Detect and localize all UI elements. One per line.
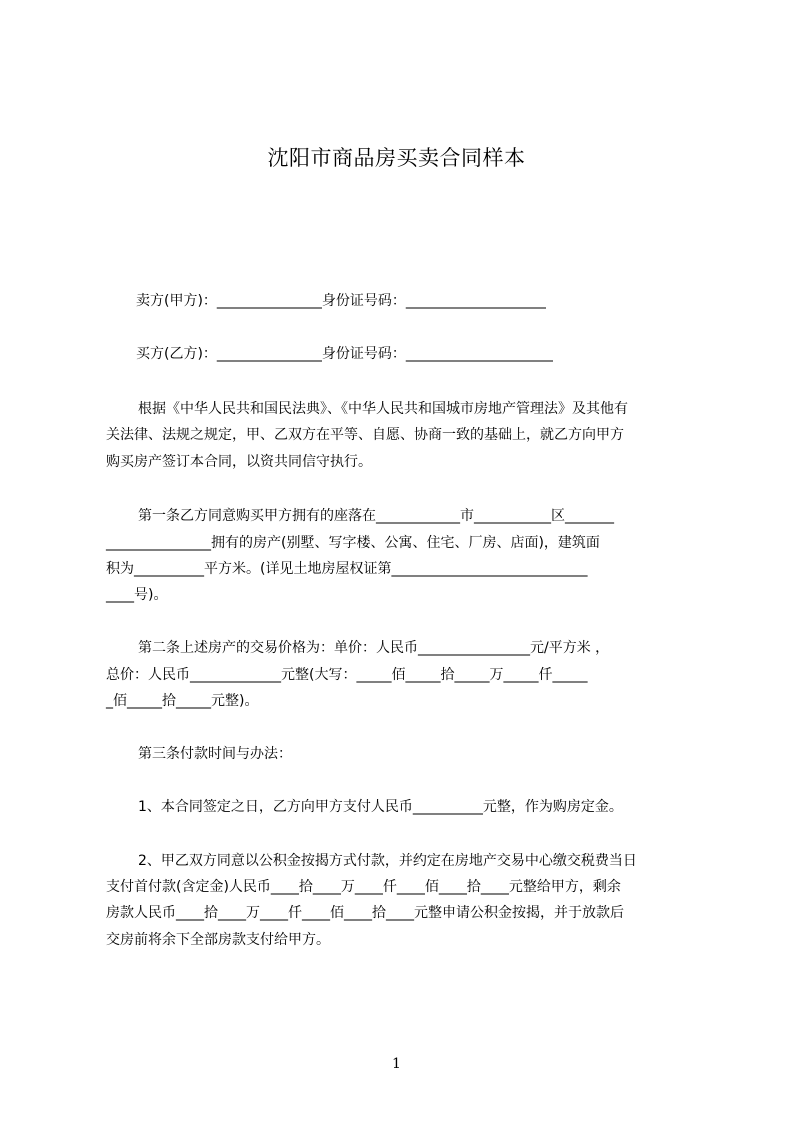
page-number: 1 xyxy=(392,1056,401,1072)
article3-heading: 第三条付款时间与办法： xyxy=(138,746,292,762)
article3-item2-line-1: 2、甲乙双方同意以公积金按揭方式付款，并约定在房地产交易中心缴交税费当日 xyxy=(138,853,637,869)
buyer-line: 买方(乙方)：_______________身份证号码：_____________________ xyxy=(136,346,553,362)
preamble-line-3: 购买房产签订本合同，以资共同信守执行。 xyxy=(106,454,372,470)
article1-line-2: _______________拥有的房产(别墅、写字楼、公寓、住宅、厂房、店面)，建筑面 xyxy=(106,535,600,551)
preamble-line-1: 根据《中华人民共和国民法典》、《中华人民共和国城市房地产管理法》及其他有 xyxy=(138,401,628,417)
article2-line-1: 第二条上述房产的交易价格为：单价：人民币________________元/平方米 ， xyxy=(138,640,610,656)
article2-line-2: 总价：人民币_____________元整(大写：_____佰_____拾_____万_____仟_____ xyxy=(106,667,588,683)
article3-item2-line-4: 交房前将余下全部房款支付给甲方。 xyxy=(106,932,330,948)
document-title: 沈阳市商品房买卖合同样本 xyxy=(267,146,526,170)
article3-item1: 1、本合同签定之日，乙方向甲方支付人民币__________元整，作为购房定金。 xyxy=(138,799,623,815)
article1-line-3: 积为__________平方米。(详见土地房屋权证第____________________________ xyxy=(106,561,588,577)
article3-item2-line-2: 支付首付款(含定金)人民币____拾____万____仟____佰____拾____元整给甲方，剩余 xyxy=(106,879,621,895)
article1-line-4: ____号)。 xyxy=(106,587,168,603)
seller-line: 卖方(甲方)：_______________身份证号码：____________________ xyxy=(136,293,546,309)
article1-line-1: 第一条乙方同意购买甲方拥有的座落在____________市___________区_______ xyxy=(138,508,614,524)
article3-item2-line-3: 房款人民币____拾____万____仟____佰____拾____元整申请公积金按揭，并于放款后 xyxy=(106,905,624,921)
article2-line-3: _佰_____拾_____元整)。 xyxy=(106,693,259,709)
preamble-line-2: 关法律、法规之规定，甲、乙双方在平等、自愿、协商一致的基础上，就乙方向甲方 xyxy=(106,427,624,443)
